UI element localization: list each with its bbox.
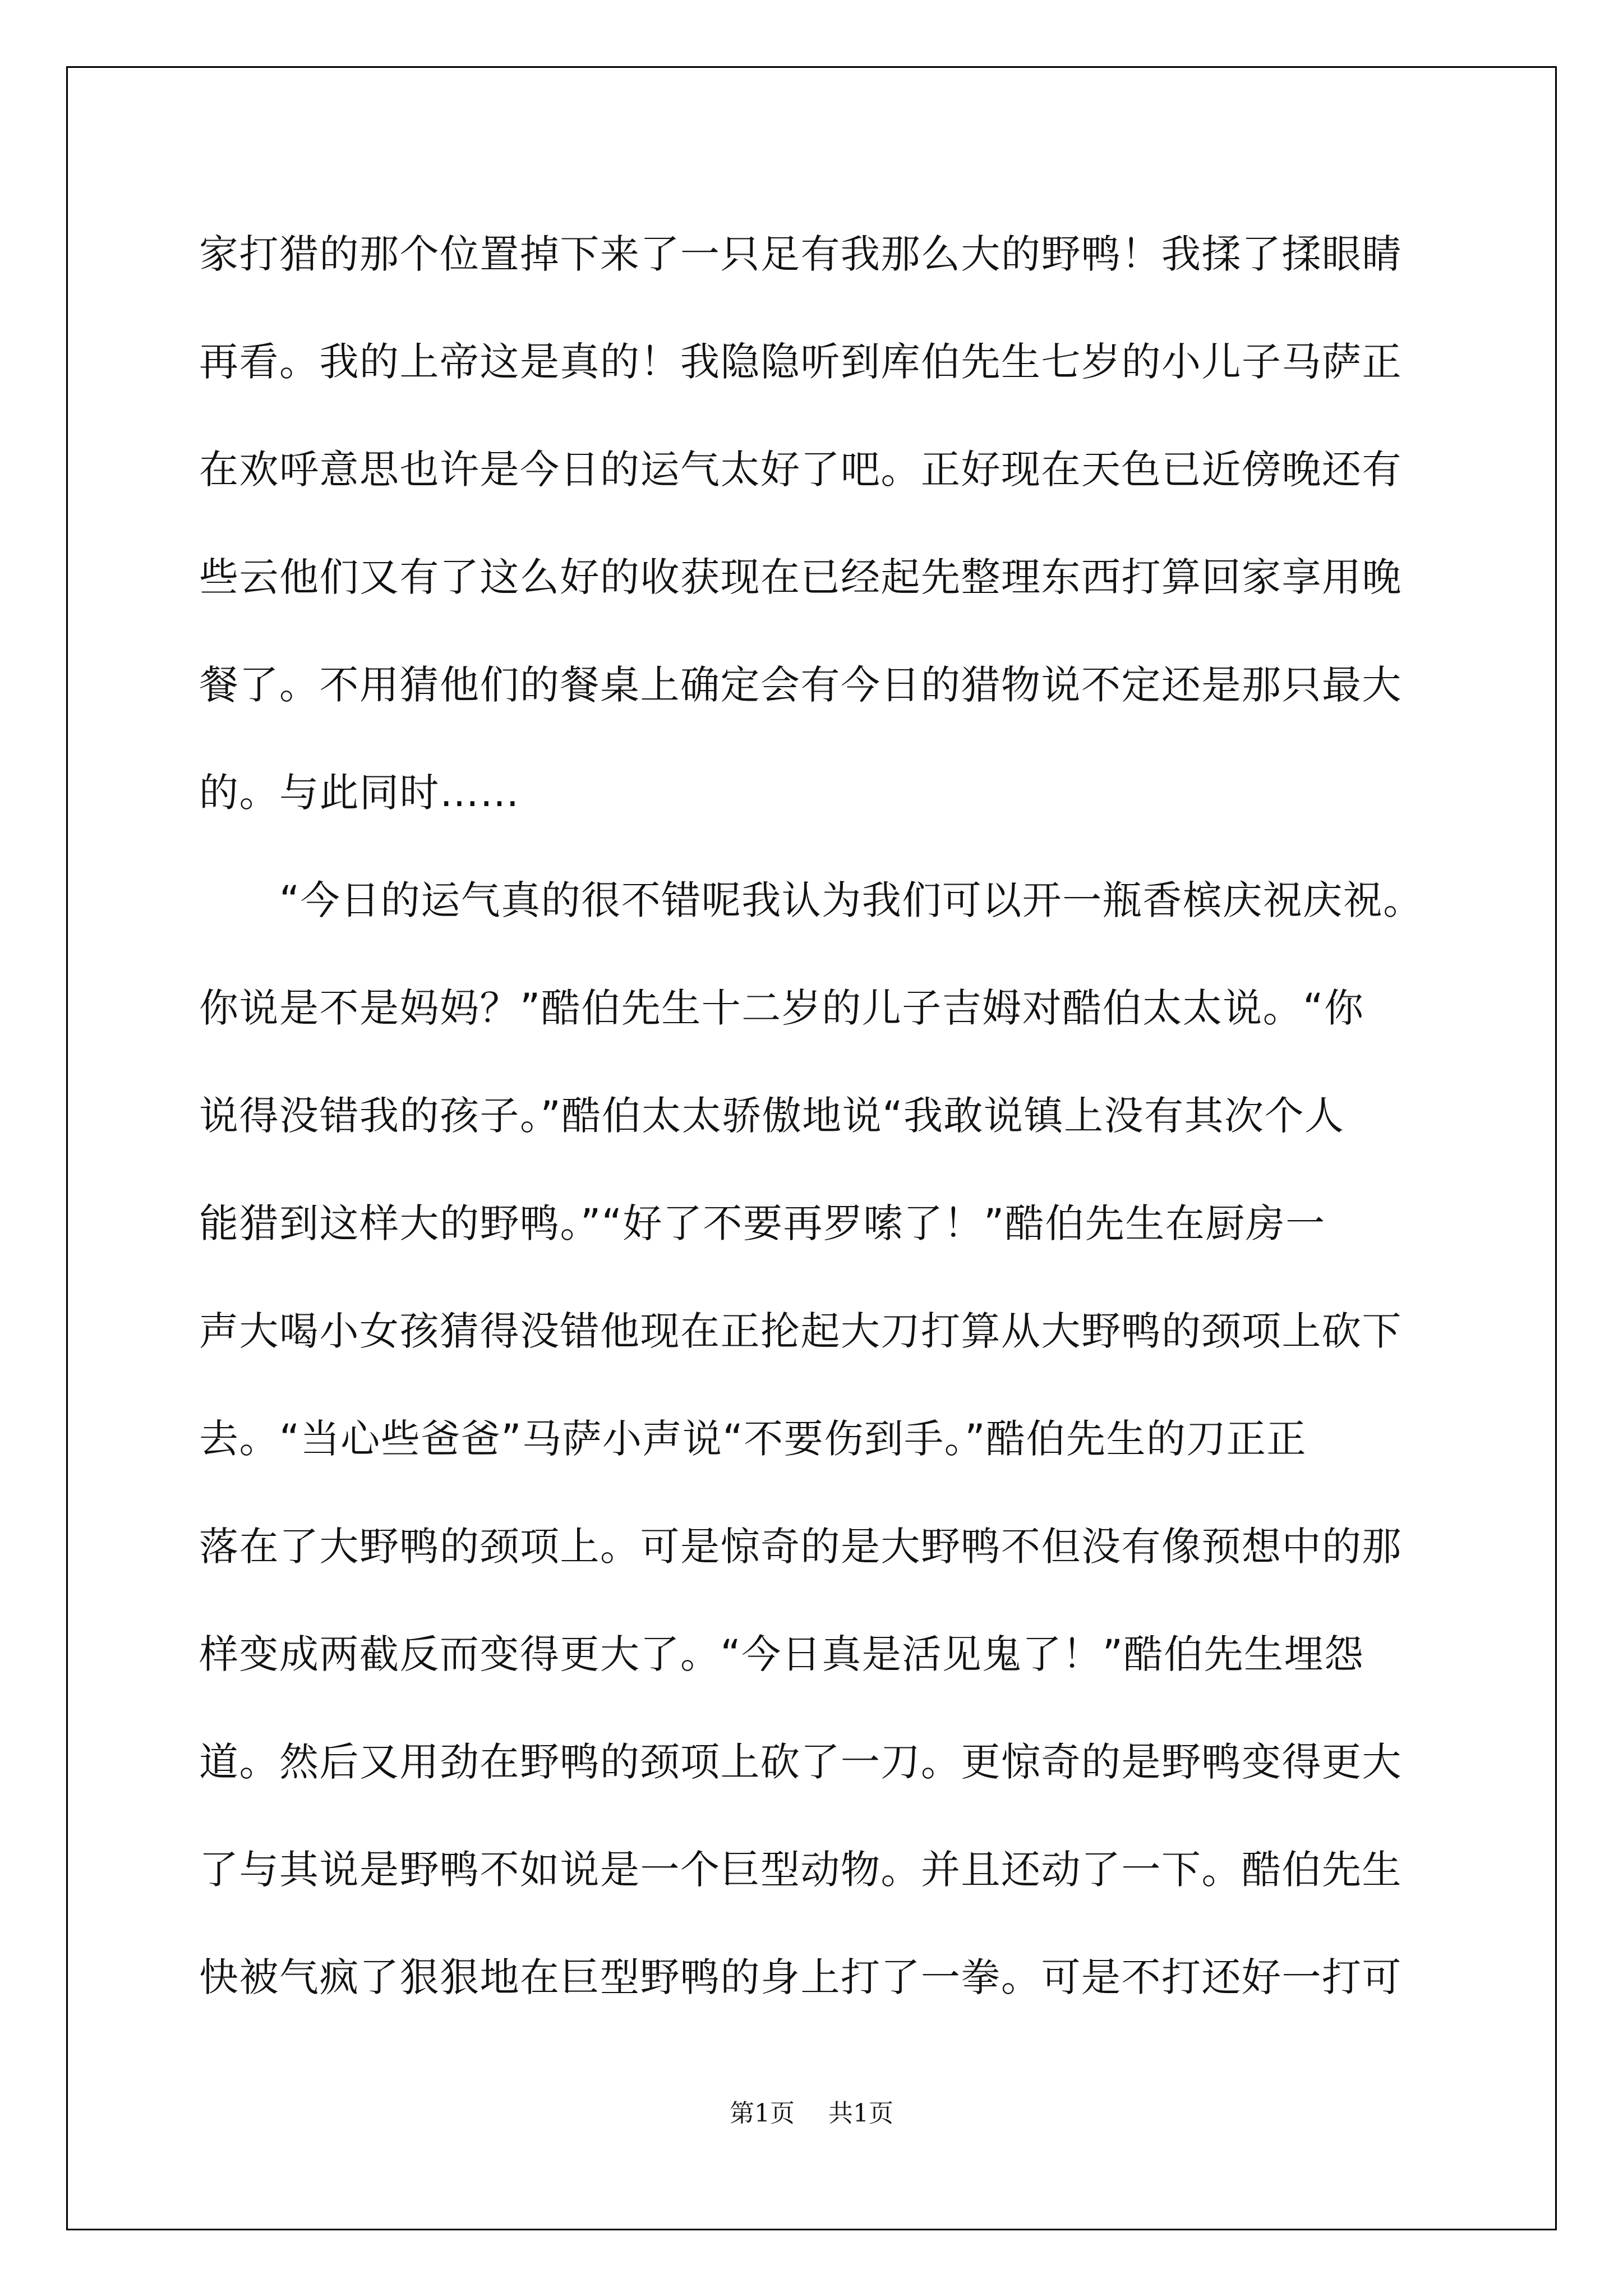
text-line-5: 餐了。不用猜他们的餐桌上确定会有今日的猎物说不定还是那只最大	[199, 662, 1402, 708]
text-line-15: 道。然后又用劲在野鸭的颈项上砍了一刀。更惊奇的是野鸭变得更大	[199, 1739, 1402, 1785]
text-line-1: 家打猎的那个位置掉下来了一只足有我那么大的野鸭！我揉了揉眼睛	[199, 231, 1402, 277]
page-footer	[0, 2097, 1623, 2131]
text-line-4: 些云他们又有了这么好的收获现在已经起先整理东西打算回家享用晚	[199, 554, 1402, 600]
text-line-2: 再看。我的上帝这是真的！我隐隐听到库伯先生七岁的小儿子马萨正	[199, 339, 1402, 385]
page-number-total: 共1页	[828, 2099, 893, 2128]
text-line-6: 的。与此同时……	[199, 770, 520, 816]
text-line-3: 在欢呼意思也许是今日的运气太好了吧。正好现在天色已近傍晚还有	[199, 447, 1402, 493]
text-line-7: “今日的运气真的很不错呢我认为我们可以开一瓶香槟庆祝庆祝。	[199, 877, 1423, 923]
text-line-10: 能猎到这样大的野鸭。”“好了不要再罗嗦了！”酷伯先生在厨房一	[199, 1200, 1326, 1246]
page-number-current: 第1页	[730, 2099, 795, 2128]
text-line-8: 你说是不是妈妈？”酷伯先生十二岁的儿子吉姆对酷伯太太说。“你	[199, 985, 1364, 1031]
text-line-9: 说得没错我的孩子。”酷伯太太骄傲地说“我敢说镇上没有其次个人	[199, 1093, 1345, 1139]
text-line-16: 了与其说是野鸭不如说是一个巨型动物。并且还动了一下。酷伯先生	[199, 1847, 1402, 1893]
text-line-14: 样变成两截反而变得更大了。“今日真是活见鬼了！”酷伯先生埋怨	[199, 1631, 1364, 1677]
text-line-12: 去。“当心些爸爸”马萨小声说“不要伤到手。”酷伯先生的刀正正	[199, 1416, 1307, 1462]
text-line-17: 快被气疯了狠狠地在巨型野鸭的身上打了一拳。可是不打还好一打可	[199, 1954, 1402, 2000]
text-line-11: 声大喝小女孩猜得没错他现在正抡起大刀打算从大野鸭的颈项上砍下	[199, 1308, 1402, 1354]
text-line-13: 落在了大野鸭的颈项上。可是惊奇的是大野鸭不但没有像预想中的那	[199, 1524, 1402, 1570]
